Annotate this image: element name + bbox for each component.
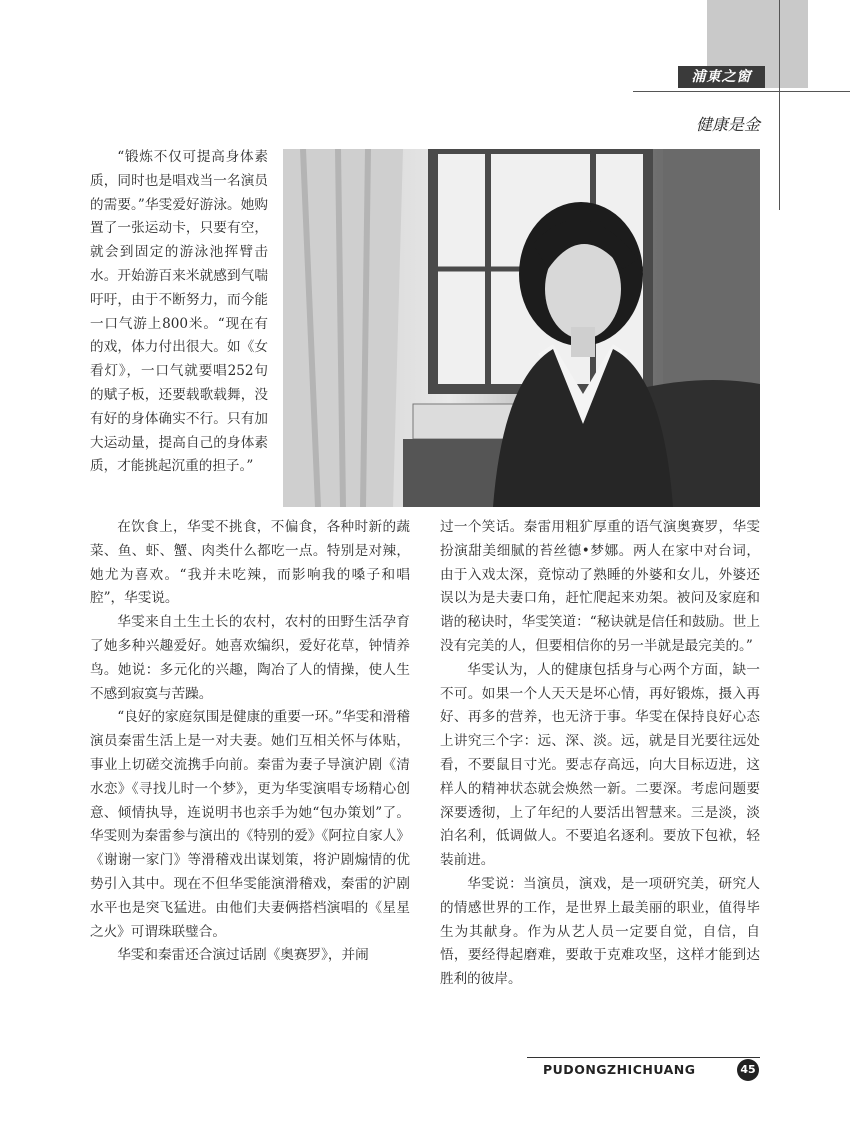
portrait-photo-illustration [283,149,760,507]
footer-rule [527,1057,760,1058]
body-paragraph: “良好的家庭氛围是健康的重要一环。”华雯和滑稽演员秦雷生活上是一对夫妻。她们互相关怀与体贴，事业上切磋交流携手向前。秦雷为妻子导演沪剧《清水恋》《寻找儿时一个梦》，更为华雯演唱专场精心创意、倾情执导，连说明书也亲手为她“包办策划”了。华雯则为秦雷参与演出的《特别的爱》《阿拉自家人》《谢谢一家门》等滑稽戏出谋划策，将沪剧煽情的优势引入其中。现在不但华雯能演滑稽戏，秦雷的沪剧水平也是突飞猛进。由他们夫妻俩搭档演唱的《星星之火》可谓珠联璧合。 [90,709,410,940]
section-title: 健康是金 [695,115,760,134]
body-paragraph: 华雯说：当演员，演戏，是一项研究美，研究人的情感世界的工作，是世界上最美丽的职业，值得毕生为其献身。作为从艺人员一定要自觉，自信，自悟，要经得起磨难，要敢于克难攻坚，这样才能到达胜利的彼岸。 [440,875,760,988]
right-column [440,516,760,992]
page-number: 45 [737,1059,759,1081]
portrait-photo [283,149,760,507]
body-paragraph: 在饮食上，华雯不挑食，不偏食，各种时新的蔬菜、鱼、虾、蟹、肉类什么都吃一点。特别是对辣，她尤为喜欢。“我并未吃辣，而影响我的嗓子和唱腔”，华雯说。 [90,519,410,607]
left-column [90,516,410,968]
header-horizontal-rule [633,91,850,92]
body-paragraph: 华雯和秦雷还合演过话剧《奥赛罗》，并闹 [117,947,369,964]
body-paragraph: 华雯来自土生土长的农村，农村的田野生活孕育了她多种兴趣爱好。她喜欢编织，爱好花草，钟情养鸟。她说：多元化的兴趣，陶冶了人的情操，使人生不感到寂寞与苦躁。 [90,614,410,702]
header-vertical-rule [779,0,780,210]
magazine-brand: 浦東之窗 [678,66,765,88]
intro-text [90,146,268,479]
body-paragraph: 华雯认为，人的健康包括身与心两个方面，缺一不可。如果一个人天天是坏心情，再好锻炼，摄入再好、再多的营养，也无济于事。华雯在保持良好心态上讲究三个字：远、深、淡。远，就是目光要往远处看，不要鼠目寸光。要志存高远，向大目标迈进，这样人的精神状态就会焕然一新。二要深。考虑问题要深要透彻，上了年纪的人要活出智慧来。三是淡，淡泊名利，低调做人。不要追名逐利。要放下包袱，轻装前进。 [440,661,760,869]
body-paragraph: 过一个笑话。秦雷用粗犷厚重的语气演奥赛罗，华雯扮演甜美细腻的苔丝德•梦娜。两人在家中对台词，由于入戏太深，竟惊动了熟睡的外婆和女儿，外婆还误以为是夫妻口角，赶忙爬起来劝架。被问及家庭和谐的秘诀时，华雯笑道：“秘诀就是信任和鼓励。世上没有完美的人，但要相信你的另一半就是最完美的。” [440,519,760,654]
intro-paragraph: “锻炼不仅可提高身体素质，同时也是唱戏当一名演员的需要。”华雯爱好游泳。她购置了一张运动卡，只要有空，就会到固定的游泳池挥臂击水。开始游百来米就感到气喘吁吁，由于不断努力，而今能一口气游上800米。“现在有的戏，体力付出很大。如《女看灯》，一口气就要唱252句的赋子板，还要载歌载舞，没有好的身体确实不行。只有加大运动量，提高自己的身体素质，才能挑起沉重的担子。” [90,149,268,475]
footer-brand: PUDONGZHICHUANG [543,1062,696,1077]
